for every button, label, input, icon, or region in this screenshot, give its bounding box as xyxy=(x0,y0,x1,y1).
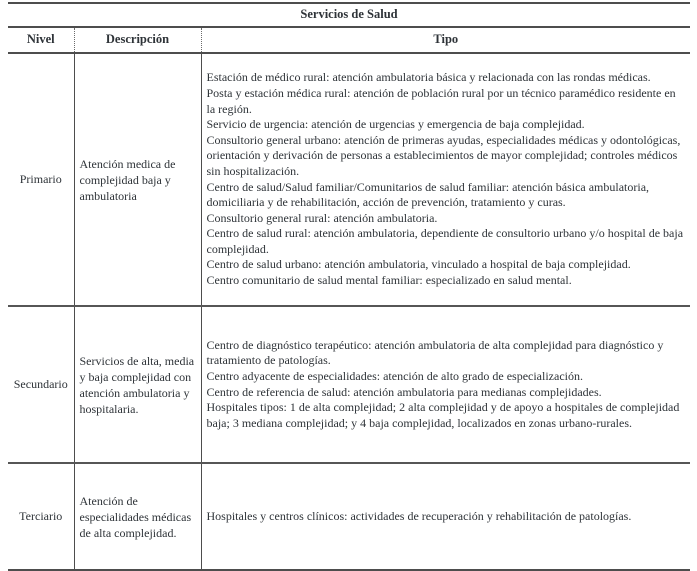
table-title-row xyxy=(8,3,690,27)
tipo-cell-secundario xyxy=(201,306,690,463)
tipo-cell-terciario xyxy=(201,463,690,570)
tipo-item: Centro de salud urbano: atención ambulatoria, vinculado a hospital de baja complejidad. xyxy=(206,257,631,272)
descripcion-cell-secundario: Servicios de alta, media y baja complejidad con atención ambulatoria y hospitalaria. xyxy=(74,306,201,463)
tipo-item: Centro de referencia de salud: atención ambulatoria para medianas complejidades. xyxy=(206,384,602,399)
table-row-primario xyxy=(8,53,690,306)
tipo-item: Centro de salud/Salud familiar/Comunitarios de salud familiar: atención básica ambulatoria, domiciliaria y de rehabilitación, acción de prevención, tratamiento y curas. xyxy=(206,179,650,210)
table-title: Servicios de Salud xyxy=(8,3,690,27)
column-header-descripcion: Descripción xyxy=(74,27,201,53)
tipo-item: Hospitales tipos: 1 de alta complejidad; 2 alta complejidad y de apoyo a hospitales de complejidad baja; 3 mediana complejidad; y 4 baja complejidad, localizados en zonas urbano-rurales. xyxy=(206,400,680,430)
tipo-item: Centro de diagnóstico terapéutico: atención ambulatoria de alta complejidad para diagnóstico y tratamiento de patologías. xyxy=(206,337,664,368)
descripcion-cell-terciario: Atención de especialidades médicas de alta complejidad. xyxy=(74,463,201,570)
servicios-de-salud-table xyxy=(8,2,690,571)
nivel-cell-primario: Primario xyxy=(19,172,62,186)
descripcion-cell-primario: Atención medica de complejidad baja y ambulatoria xyxy=(74,53,201,306)
column-header-tipo: Tipo xyxy=(201,27,690,53)
tipo-item: Centro adyacente de especialidades: atención de alto grado de especialización. xyxy=(206,368,583,383)
tipo-item: Posta y estación médica rural: atención de población rural por un técnico paramédico residente en la región. xyxy=(206,85,676,116)
table-row-secundario xyxy=(8,306,690,463)
tipo-item: Consultorio general urbano: atención de primeras ayudas, especialidades médicas y odontológicas, orientación y derivación de personas a establecimientos de mayor complejidad; controles médicos sin hospitalización. xyxy=(206,132,681,178)
column-header-nivel: Nivel xyxy=(8,27,74,53)
tipo-cell-primario xyxy=(201,53,690,306)
tipo-item: Estación de médico rural: atención ambulatoria básica y relacionada con las rondas médicas. xyxy=(206,70,651,85)
tipo-item: Centro comunitario de salud mental familiar: especializado en salud mental. xyxy=(206,273,572,288)
nivel-cell-terciario: Terciario xyxy=(8,463,74,570)
tipo-item: Centro de salud rural: atención ambulatoria, dependiente de consultorio urbano y/o hospital de baja complejidad. xyxy=(206,226,684,256)
table-row-terciario xyxy=(8,463,690,570)
nivel-cell-secundario: Secundario xyxy=(8,306,74,463)
tipo-item: Consultorio general rural: atención ambulatoria. xyxy=(206,210,438,225)
table-header-row xyxy=(8,27,690,53)
tipo-item: Hospitales y centros clínicos: actividades de recuperación y rehabilitación de patologías. xyxy=(206,508,632,523)
tipo-item: Servicio de urgencia: atención de urgencias y emergencia de baja complejidad. xyxy=(206,117,585,132)
